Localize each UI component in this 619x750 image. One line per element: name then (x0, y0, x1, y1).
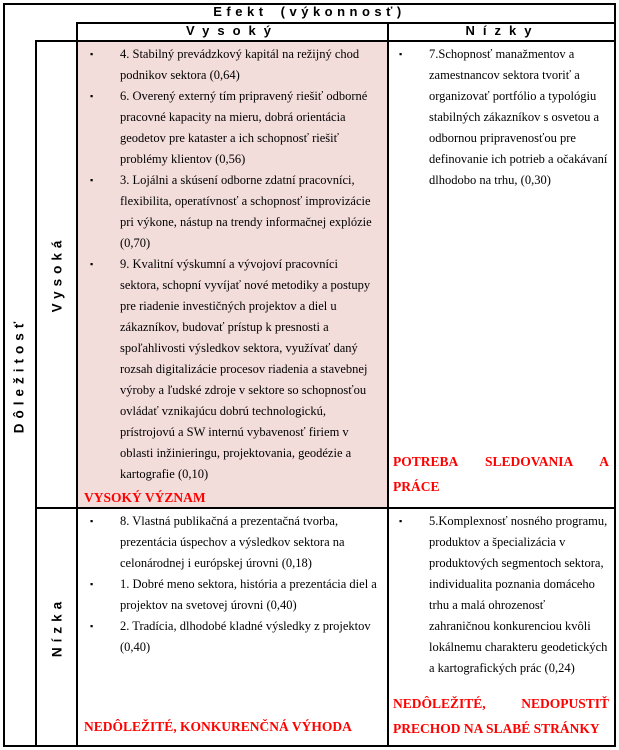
list-item-text: 5.Komplexnosť nosného programu, produktov a špecializácia v produktových segmentoch sektora, individualita poznania domáceho trhu a malá ohrozenosť zahraničnou konkurenciou kvôli lokálnemu charakteru geodetických a kartografických prác (0,24) (429, 514, 608, 675)
verdict-label: NEDÔLEŽITÉ, KONKURENČNÁ VÝHODA (84, 719, 352, 734)
bullet-square-icon: ▪ (399, 49, 403, 59)
list-item-text: 9. Kvalitní výskumní a vývojoví pracovníci sektora, schopní vyvíjať nové metodiky a postupy pre riadenie investičných projektov a diel u zákazníkov, budovať prístup k presnosti a spoľahlivosti výsledkov sektora, využívať daný rozsah digitalizácie procesov riadenia a stavebnej výroby a ľudské zdroje v sektore so schopnosťou ovládať vznikajúcu dobrú technologickú, prístrojovú a SW internú vybavenosť firiem v oblasti inžinieringu, projektovania, geodézie a kartografie (0,10) (120, 257, 371, 481)
verdict-label: VYSOKÝ VÝZNAM (84, 490, 206, 505)
bullet-square-icon: ▪ (90, 175, 94, 185)
bullet-square-icon: ▪ (90, 49, 94, 59)
matrix-title: Efekt (výkonnosť) (213, 4, 406, 19)
list-item (84, 616, 379, 658)
cell-high-importance-low-effect (389, 42, 616, 507)
list-item (84, 254, 379, 485)
list-item (393, 511, 608, 679)
verdict-label: NEDÔLEŽITÉ, NEDOPUSTIŤ PRECHOD NA SLABÉ STRÁNKY (393, 696, 609, 736)
list-item-text: 2. Tradícia, dlhodobé kladné výsledky z projektov (0,40) (120, 619, 371, 654)
list-item-text: 3. Lojálni a skúsení odborne zdatní pracovníci, flexibilita, operatívnosť a schopnosť improvizácie pri výkone, nástup na trendy informačnej explózie (0,70) (120, 173, 372, 250)
row-header-high: Vysoká (49, 235, 65, 313)
list-item-text: 4. Stabilný prevádzkový kapitál na režijný chod podnikov sektora (0,64) (120, 47, 360, 82)
row-header-low: Nízka (49, 596, 65, 658)
bullet-square-icon: ▪ (399, 516, 403, 526)
list-item-text: 8. Vlastná publikačná a prezentačná tvorba, prezentácia úspechov a výsledkov sektora na celonárodnej i európskej úrovni (0,18) (120, 514, 345, 570)
column-header-high: Vysoký (185, 23, 280, 38)
list-item-text: 1. Dobré meno sektora, história a prezentácia diel a projektov na svetovej úrovni (0,40) (120, 577, 377, 612)
list-item (84, 574, 379, 616)
list-item-text: 6. Overený externý tím pripravený riešiť odborné pracovné kapacity na mieru, dobrá orientácia geodetov pre kataster a ich schopnosť riešiť problémy klientov (0,56) (120, 89, 368, 166)
cell-low-importance-low-effect (389, 509, 616, 747)
list-item-text: 7.Schopnosť manažmentov a zamestnancov sektora tvoriť a organizovať portfólio a typológiu stabilných zákazníkov s osvetou a odbornou pripravenosťou pre definovanie ich potrieb a očakávaní dlhodobo na trhu, (0,30) (429, 47, 608, 187)
row-axis-label: Dôležitosť (11, 316, 27, 434)
verdict-label: POTREBA SLEDOVANIA A PRÁCE (393, 454, 609, 494)
bullet-square-icon: ▪ (90, 621, 94, 631)
bullet-square-icon: ▪ (90, 91, 94, 101)
bullet-square-icon: ▪ (90, 579, 94, 589)
list-item (84, 86, 379, 170)
list-item (84, 170, 379, 254)
bullet-square-icon: ▪ (90, 259, 94, 269)
list-item (84, 44, 379, 86)
bullet-square-icon: ▪ (90, 516, 94, 526)
list-item (84, 511, 379, 574)
row-label-column-divider (35, 40, 37, 747)
cell-high-importance-high-effect (78, 42, 387, 507)
cell-low-importance-high-effect (78, 509, 387, 747)
column-header-low: Nízky (465, 23, 540, 38)
list-item (393, 44, 608, 191)
